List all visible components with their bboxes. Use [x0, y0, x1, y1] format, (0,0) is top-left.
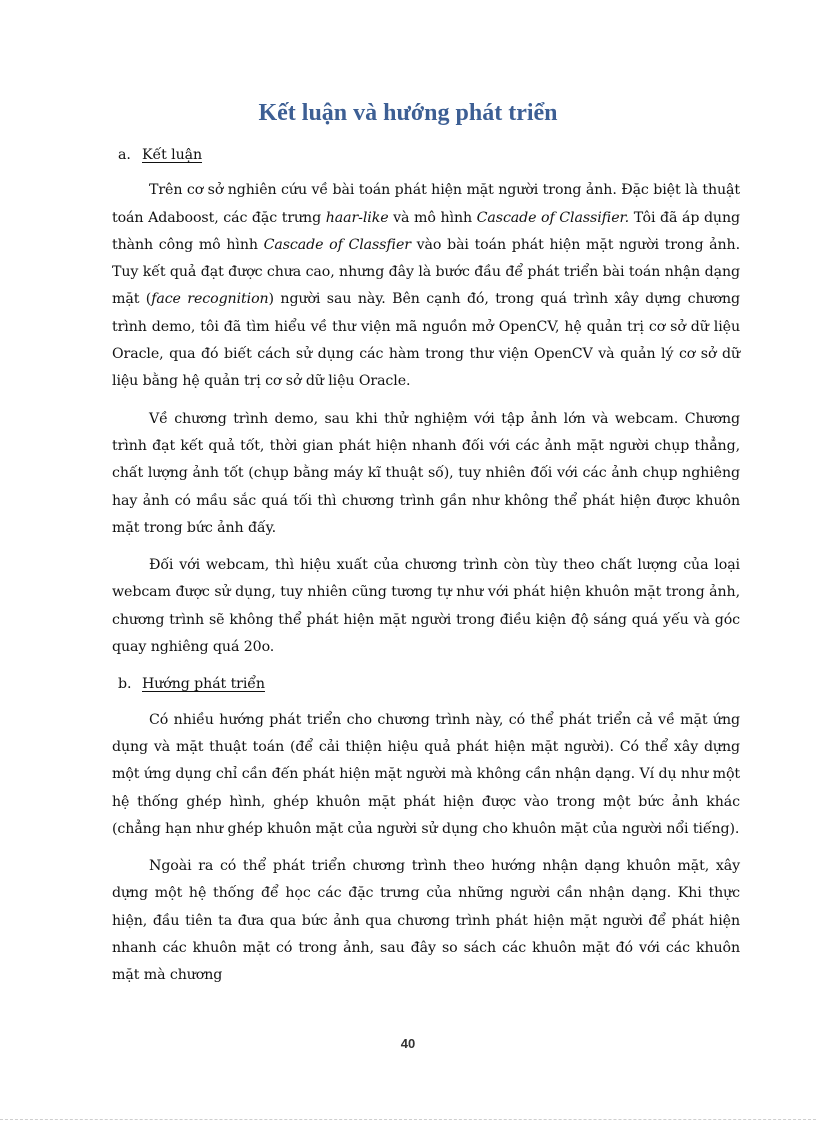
- page-bottom-rule: [0, 1119, 816, 1120]
- italic-term: face recognition: [151, 291, 269, 308]
- text-run: và mô hình: [388, 209, 477, 226]
- text-run: Trên cơ sở nghiên cứu về bài toán phát hiện mặt người trong ảnh. Đặc biệt là thuật toán Adaboost, các đặc trưng: [112, 182, 740, 226]
- section-a-title: Kết luận: [142, 147, 203, 163]
- text-run: Tôi đã áp dụng thành công mô hình: [112, 209, 740, 253]
- section-b-heading: [118, 671, 740, 698]
- italic-term: Cascade of Classifier.: [476, 209, 630, 226]
- text-run: ) người sau này. Bên cạnh đó, trong quá trình xây dựng chương trình demo, tôi đã tìm hiểu về thư viện mã nguồn mở OpenCV, hệ quản trị cơ sở dữ liệu Oracle, qua đó biết cách sử dụng các hàm trong thư viện OpenCV và quản lý cơ sở dữ liệu bằng hệ quản trị cơ sở dữ liệu Oracle.: [112, 291, 740, 390]
- text-run: vào bài toán phát hiện mặt người trong ảnh. Tuy kết quả đạt được chưa cao, nhưng đây là bước đầu để phát triển bài toán nhận dạng mặt (: [112, 236, 740, 308]
- italic-term: haar-like: [325, 209, 389, 226]
- document-body: [112, 142, 740, 1000]
- development-paragraph-1: Có nhiều hướng phát triển cho chương trình này, có thể phát triển cả về mặt ứng dụng và mặt thuật toán (để cải thiện hiệu quả phát hiện mặt người). Có thể xây dựng một ứng dụng chỉ cần đến phát hiện mặt người mà không cần nhận dạng. Ví dụ như một hệ thống ghép hình, ghép khuôn mặt phát hiện được vào trong một bức ảnh khác (chẳng hạn như ghép khuôn mặt của người sử dụng cho khuôn mặt của người nổi tiếng).: [112, 711, 740, 837]
- page-title: Kết luận và hướng phát triển: [258, 100, 558, 126]
- conclusion-paragraph-1: [112, 177, 740, 395]
- section-b-title: Hướng phát triển: [142, 676, 265, 693]
- page-number: 40: [400, 1036, 416, 1051]
- conclusion-paragraph-2: Về chương trình demo, sau khi thử nghiệm với tập ảnh lớn và webcam. Chương trình đạt kết quả tốt, thời gian phát hiện nhanh đối với các ảnh mặt người chụp thẳng, chất lượng ảnh tốt (chụp bằng máy kĩ thuật số), tuy nhiên đối với các ảnh chụp nghiêng hay ảnh có mầu sắc quá tối thì chương trình gần như không thể phát hiện được khuôn mặt trong bức ảnh đấy.: [112, 410, 740, 536]
- section-a-marker: a.: [118, 147, 131, 163]
- italic-term: Cascade of Classfier: [263, 236, 411, 253]
- section-b-marker: b.: [118, 676, 132, 693]
- development-paragraph-2: Ngoài ra có thể phát triển chương trình theo hướng nhận dạng khuôn mặt, xây dựng một hệ thống để học các đặc trưng của những người cần nhận dạng. Khi thực hiện, đầu tiên ta đưa qua bức ảnh qua chương trình phát hiện mặt người để phát hiện nhanh các khuôn mặt có trong ảnh, sau đây so sách các khuôn mặt đó với các khuôn mặt mà chương: [112, 858, 740, 984]
- conclusion-paragraph-3: Đối với webcam, thì hiệu xuất của chương trình còn tùy theo chất lượng của loại webcam được sử dụng, tuy nhiên cũng tương tự như với phát hiện khuôn mặt trong ảnh, chương trình sẽ không thể phát hiện mặt người trong điều kiện độ sáng quá yếu và góc quay nghiêng quá 20o.: [112, 557, 740, 656]
- section-a-heading: [118, 142, 740, 169]
